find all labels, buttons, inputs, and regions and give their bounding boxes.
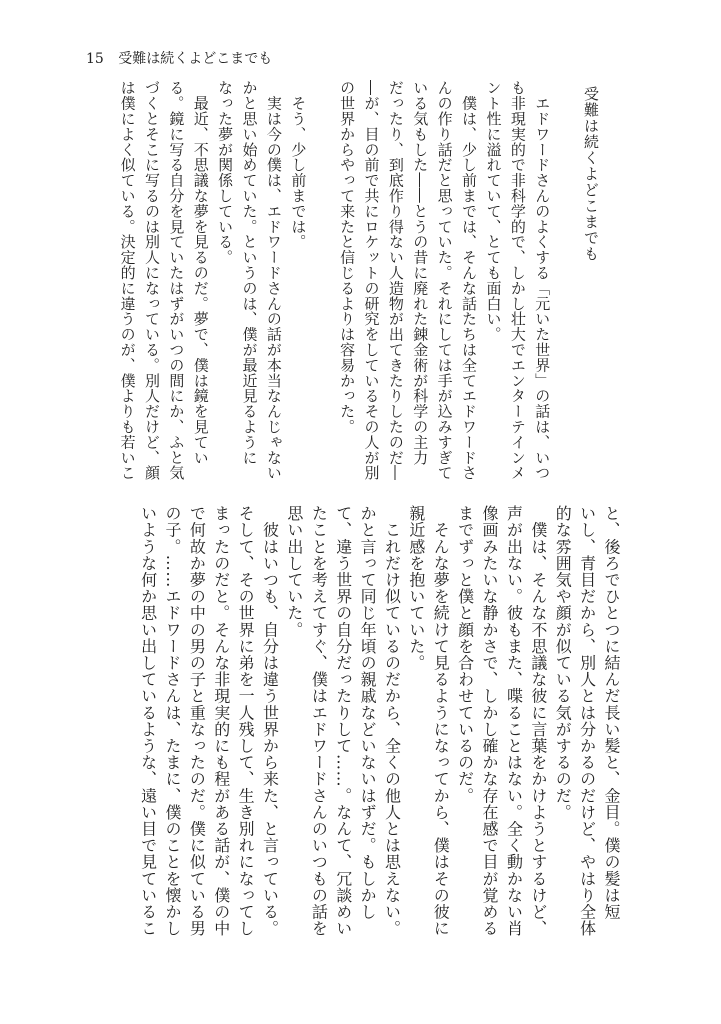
page-number: 15: [86, 51, 104, 67]
text-column: の世界からやって来たと信じるよりは容易かった。: [338, 80, 357, 435]
text-column: 実は今の僕は、エドワードさんの話が本当なんじゃない: [264, 80, 283, 481]
lower-text-tier: [135, 505, 623, 937]
running-header: [86, 48, 272, 68]
text-column: かと思い始めていた。というのは、僕が最近見るように: [240, 80, 259, 465]
text-column: いし、青目だから、別人とは分かるのだけど、やはり全体: [577, 505, 597, 937]
text-column: までずっと僕と顔を合わせているのだ。: [455, 505, 475, 804]
text-column: で何故か夢の中の男の子と重なったのだ。僕に似ている男: [187, 505, 207, 937]
text-column: 的な雰囲気や顔が似ている気がするのだ。: [553, 505, 573, 821]
chapter-title: 受難は続くよどこまでも: [582, 86, 600, 262]
text-column: 声が出ない。彼もまた、喋ることはない。全く動かない肖: [504, 505, 524, 937]
text-column: なった夢が関係している。: [216, 80, 235, 265]
text-column: 思い出していた。: [284, 505, 304, 638]
upper-text-tier: [115, 80, 603, 480]
text-column: 像画みたいな静かさで、しかし確かな存在感で目が覚める: [480, 505, 500, 937]
text-column: づくとそこに写るのは別人になっている。別人だけど、顔: [142, 80, 161, 481]
text-column: ント性に溢れていて、とても面白い。: [484, 80, 503, 342]
text-column: 親近感を抱いていた。: [406, 505, 426, 671]
text-column: ―が、目の前で共にロケットの研究をしているその人が別: [362, 80, 381, 481]
text-column: る。鏡に写る自分を見ていたはずがいつの間にか、ふと気: [167, 80, 186, 481]
text-column: これだけ似ているのだから、全くの他人とは思えない。: [382, 505, 402, 937]
text-column: 僕は、少し前までは、そんな話たちは全てエドワードさ: [460, 80, 479, 481]
text-column: そんな夢を続けて見るようになってから、僕はその彼に: [431, 505, 451, 937]
text-column: たことを考えてすぐ、僕はエドワードさんのいつもの話を: [309, 505, 329, 937]
text-column: いる気もした――とうの昔に廃れた錬金術が科学の主力: [411, 80, 430, 465]
text-column: も非現実的で非科学的で、しかし壮大でエンターテインメ: [508, 80, 527, 481]
text-column: エドワードさんのよくする「元いた世界」の話は、いつ: [533, 80, 552, 481]
text-column: [310, 80, 334, 480]
text-column: て、違う世界の自分だったりして……。なんて、冗談めい: [333, 505, 353, 937]
text-column: そう、少し前までは。: [289, 80, 308, 250]
text-column: 彼はいつも、自分は違う世界から来た、と言っている。: [260, 505, 280, 937]
text-column: 僕は、そんな不思議な彼に言葉をかけようとするけど、: [528, 505, 548, 937]
text-column: [554, 80, 578, 480]
text-column: いような何か思い出しているような、遠い目で見ているこ: [138, 505, 158, 937]
text-column: かと言って同じ年頃の親戚などいないはずだ。もしかし: [358, 505, 378, 920]
text-column: は僕によく似ている。決定的に違うのが、僕よりも若いこ: [118, 80, 137, 481]
running-title: 受難は続くよどこまでも: [118, 51, 273, 67]
text-column: んの作り話だと思っていた。それにしては手が込みすぎて: [435, 80, 454, 481]
text-column: 最近、不思議な夢を見るのだ。夢で、僕は鏡を見てい: [191, 80, 210, 465]
text-column: まったのだと。そんな非現実的にも程がある話が、僕の中: [211, 505, 231, 937]
text-column: そして、その世界に弟を一人残して、生き別れになってし: [236, 505, 256, 937]
text-column: と、後ろでひとつに結んだ長い髪と、金目。僕の髪は短: [602, 505, 621, 920]
text-column: だったり、到底作り得ない人造物が出てきたりしたのだ―: [386, 80, 405, 481]
text-column: の子。……エドワードさんは、たまに、僕のことを懐かし: [162, 505, 182, 937]
